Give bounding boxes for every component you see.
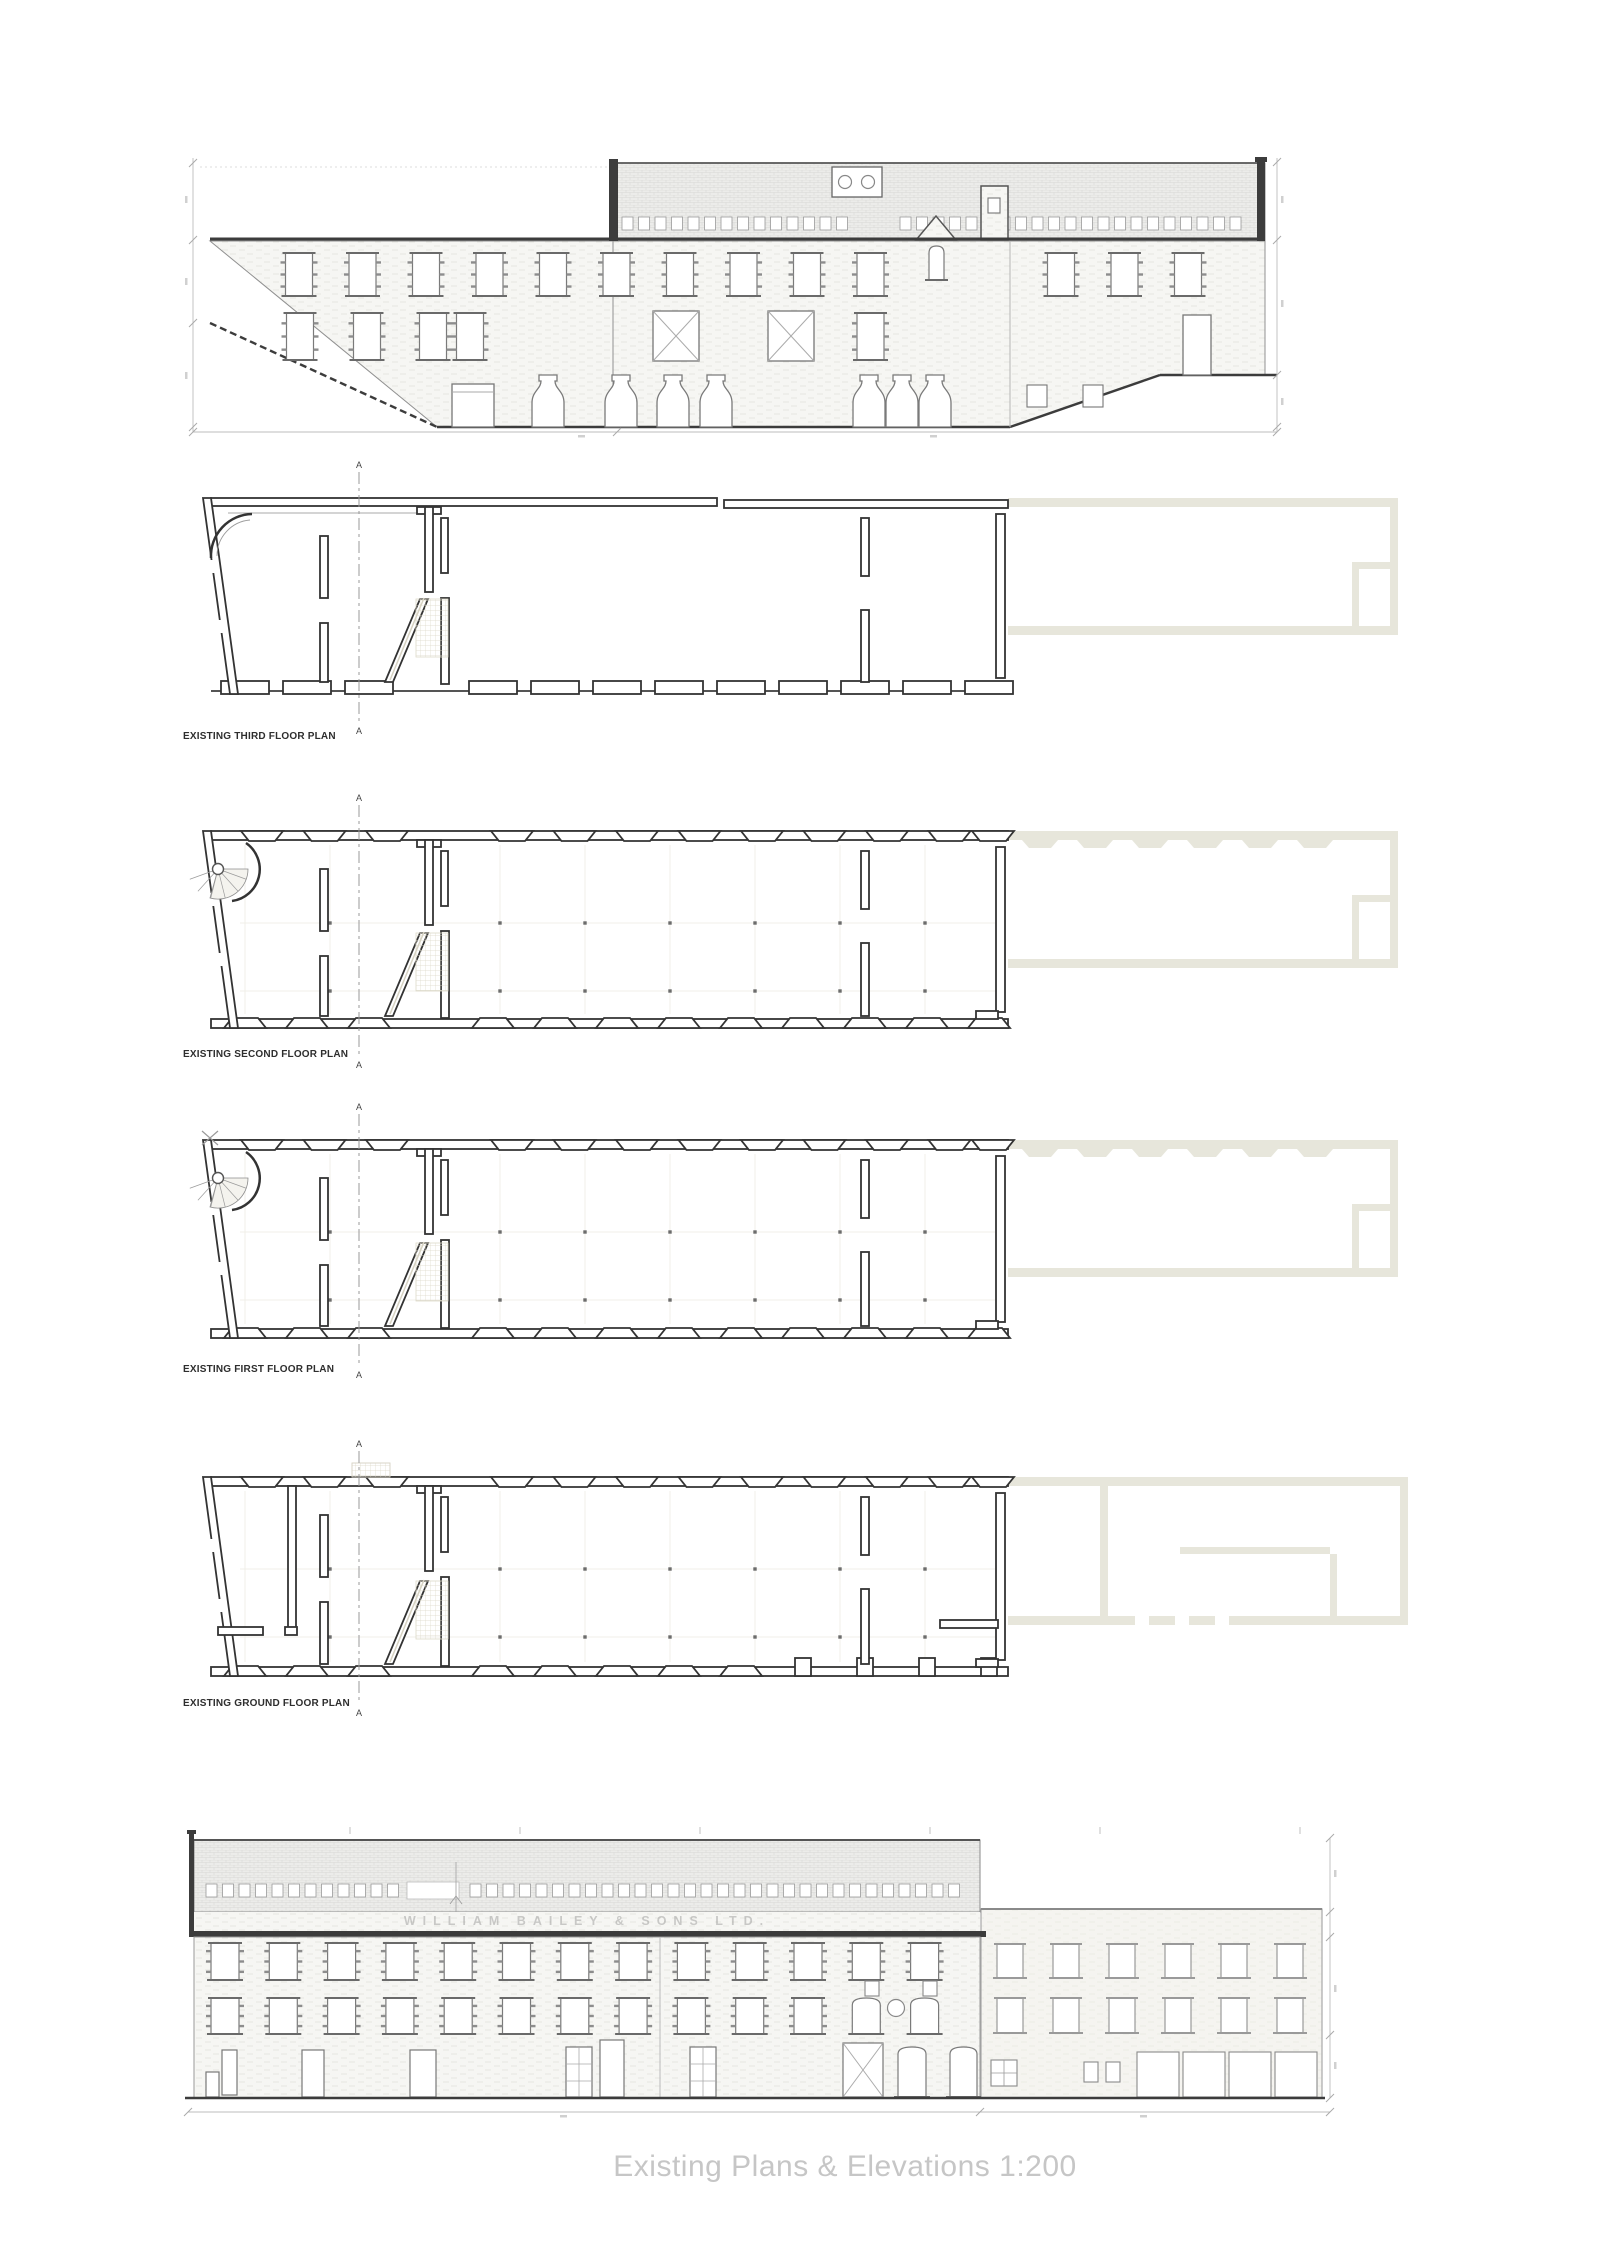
svg-text:A: A [355, 1102, 363, 1112]
plan-label-second-floor: EXISTING SECOND FLOOR PLAN [183, 1049, 349, 1060]
building-sign-text: WILLIAM BAILEY & SONS LTD. [403, 1914, 771, 1928]
svg-text:A: A [355, 460, 363, 470]
upper-elevation-drawing [185, 157, 1284, 438]
svg-text:A: A [355, 1708, 363, 1718]
svg-text:A: A [355, 1439, 363, 1449]
plan-label-third-floor: EXISTING THIRD FLOOR PLAN [183, 731, 336, 742]
svg-text:A: A [355, 1060, 363, 1070]
second-floor-plan-drawing [190, 793, 1398, 1070]
third-floor-plan-drawing [203, 460, 1398, 736]
lower-elevation-drawing [184, 1827, 1337, 2118]
svg-text:A: A [355, 793, 363, 803]
plan-label-ground-floor: EXISTING GROUND FLOOR PLAN [183, 1698, 350, 1709]
plan-label-first-floor: EXISTING FIRST FLOOR PLAN [183, 1364, 335, 1375]
svg-text:A: A [355, 726, 363, 736]
sheet-title: Existing Plans & Elevations 1:200 [613, 2150, 1077, 2183]
first-floor-plan-drawing [190, 1102, 1398, 1380]
ground-floor-plan-drawing [203, 1439, 1408, 1718]
svg-text:A: A [355, 1370, 363, 1380]
